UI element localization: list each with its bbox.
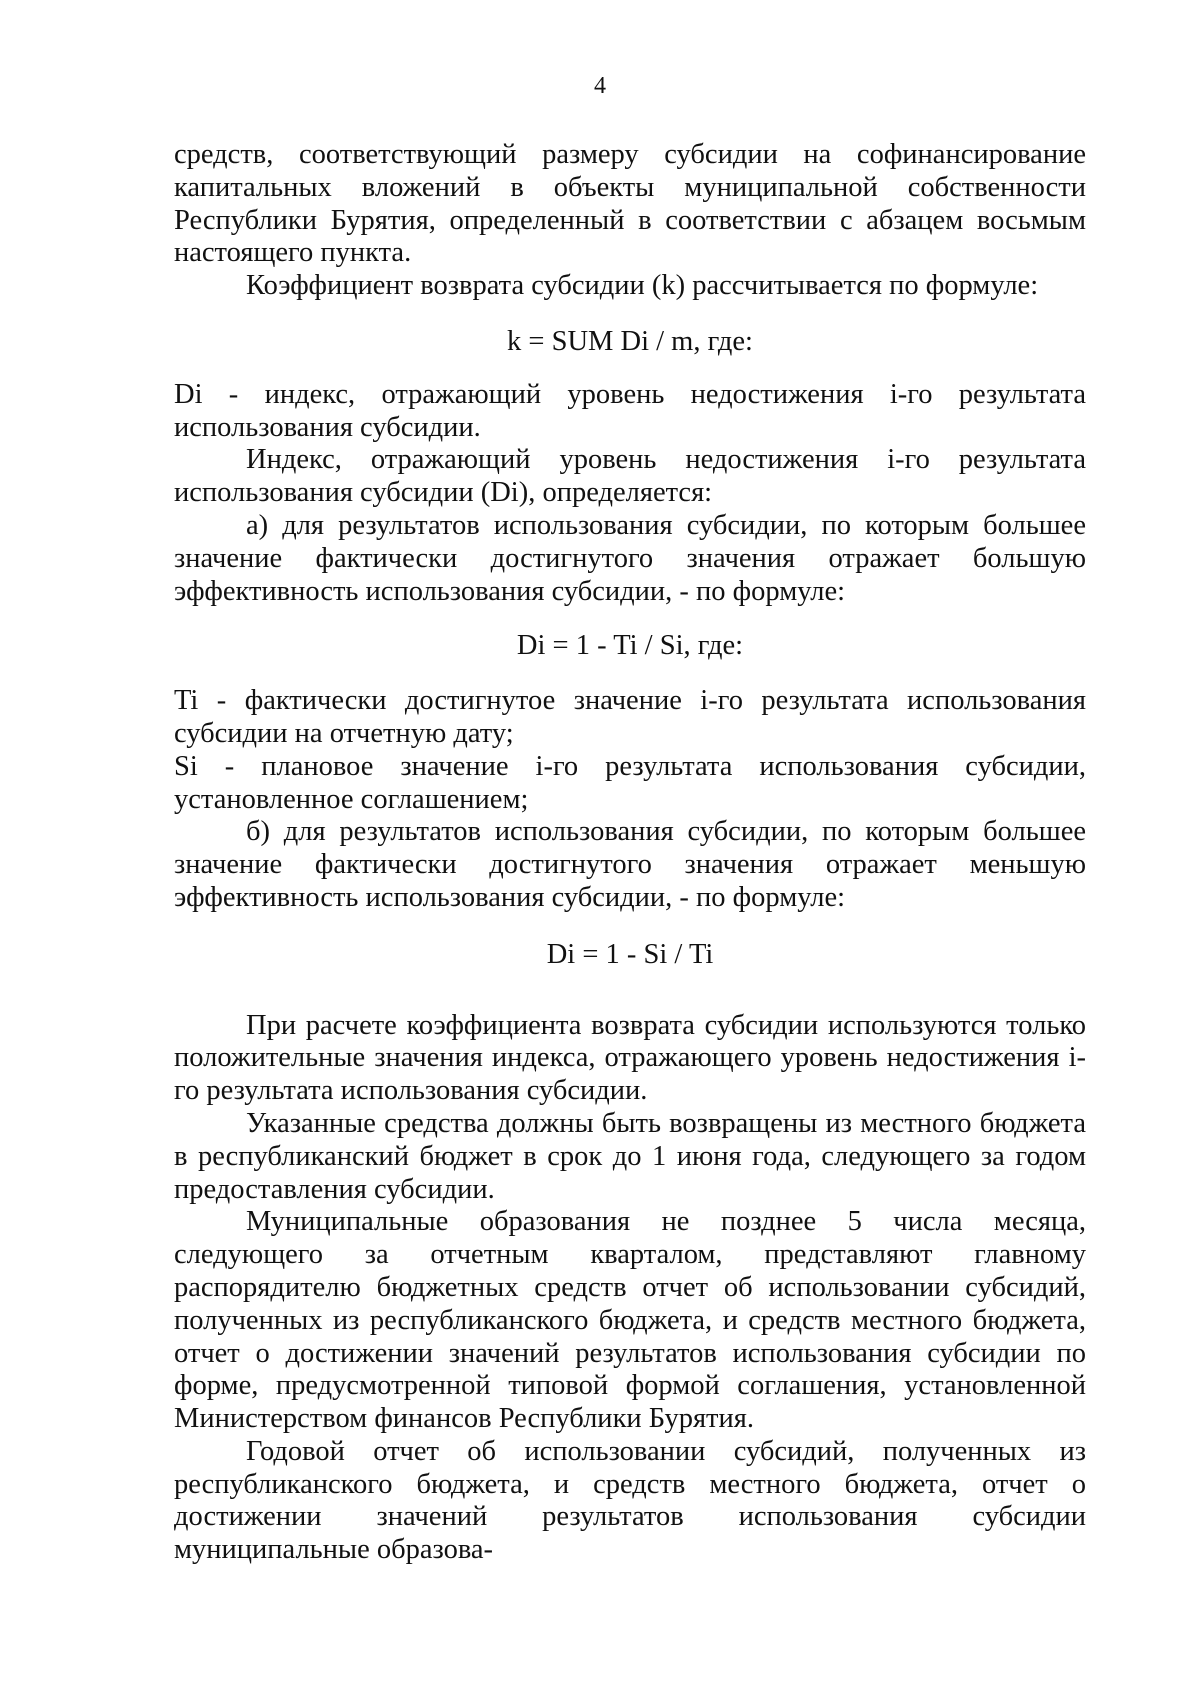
paragraph-ti-definition: Ti - фактически достигнутое значение i-го результата использования субсидии на отчетную дату; bbox=[174, 685, 1086, 749]
paragraph-di-determination: Индекс, отражающий уровень недостижения i-го результата использования субсидии (Di), определяется: bbox=[174, 444, 1086, 509]
paragraph-si-definition: Si - плановое значение i-го результата использования субсидии, установленное соглашением; bbox=[174, 750, 1086, 815]
paragraph-di-definition: Di - индекс, отражающий уровень недостижения i-го результата использования субсидии. bbox=[174, 378, 1086, 443]
paragraph-case-b: б) для результатов использования субсидии, по которым большее значение фактически достигнутого значения отражает меньшую эффективность использования субсидии, - по формуле: bbox=[174, 816, 1086, 913]
document-body bbox=[174, 139, 1086, 1567]
paragraph-annual-report: Годовой отчет об использовании субсидий, полученных из республиканского бюджета, и средств местного бюджета, отчет о достижении значений результатов использования субсидии муниципальные образова- bbox=[174, 1435, 1086, 1566]
formula-return-coefficient: k = SUM Di / m, где: bbox=[507, 325, 753, 357]
formula-di-case-b: Di = 1 - Si / Ti bbox=[546, 938, 714, 970]
paragraph-return-deadline: Указанные средства должны быть возвращены из местного бюджета в республиканский бюджет в срок до 1 июня года, следующего за годом предоставления субсидии. bbox=[174, 1107, 1086, 1205]
formula-di-case-a: Di = 1 - Ti / Si, где: bbox=[516, 630, 744, 662]
paragraph-return-coefficient-intro: Коэффициент возврата субсидии (k) рассчитывается по формуле: bbox=[246, 270, 1039, 302]
paragraph-quarterly-report: Муниципальные образования не позднее 5 числа месяца, следующего за отчетным кварталом, представляют главному распорядителю бюджетных средств отчет об использовании субсидий, полученных из республиканского бюджета, и средств местного бюджета, отчет о достижении значений результатов использования субсидии по форме, предусмотренной типовой формой соглашения, установленной Министерством финансов Республики Бурятия. bbox=[174, 1206, 1086, 1435]
paragraph-capital-investment-continuation: средств, соответствующий размеру субсидии на софинансирование капитальных вложений в объекты муниципальной собственности Республики Бурятия, определенный в соответствии с абзацем восьмым настоящего пункта. bbox=[174, 139, 1086, 269]
page-number: 4 bbox=[594, 73, 606, 99]
paragraph-positive-values: При расчете коэффициента возврата субсидии используются только положительные значения индекса, отражающего уровень недостижения i-го результата использования субсидии. bbox=[174, 1009, 1086, 1107]
paragraph-case-a: а) для результатов использования субсидии, по которым большее значение фактически достигнутого значения отражает большую эффективность использования субсидии, - по формуле: bbox=[174, 509, 1086, 607]
